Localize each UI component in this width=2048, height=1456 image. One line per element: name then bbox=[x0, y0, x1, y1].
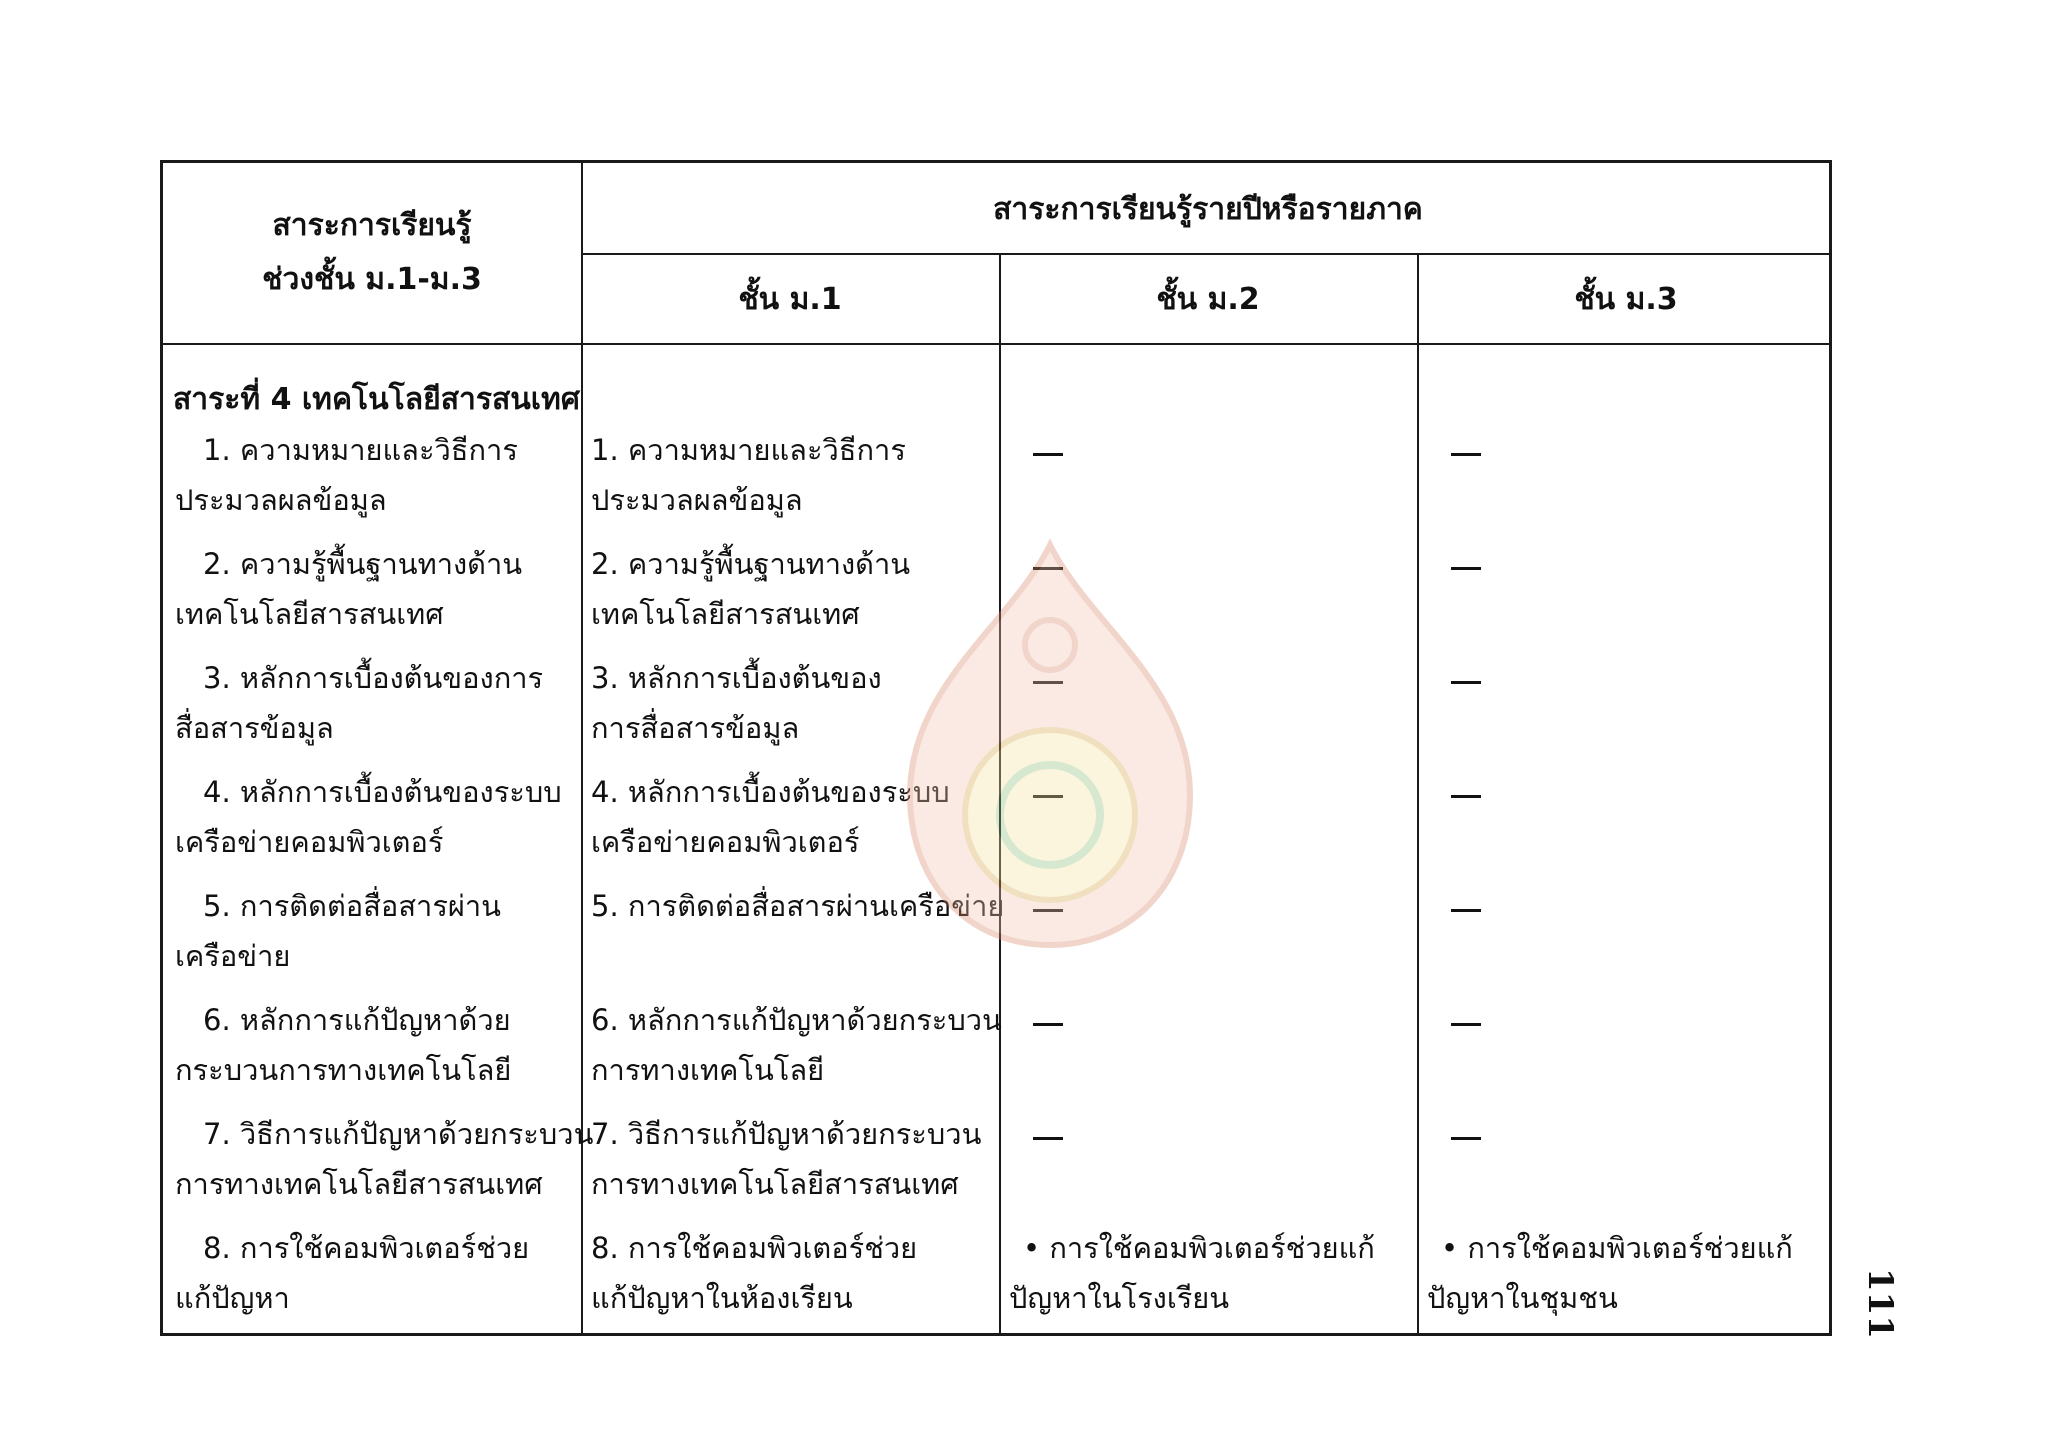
cell-line: ประมวลผลข้อมูล bbox=[175, 483, 387, 517]
dash-not-applicable bbox=[1451, 567, 1481, 570]
dash-not-applicable bbox=[1451, 1137, 1481, 1140]
dash-not-applicable bbox=[1033, 1137, 1063, 1140]
cell-line: ปัญหาในชุมชน bbox=[1427, 1281, 1618, 1315]
cell-line: เครือข่าย bbox=[175, 939, 291, 973]
cell-line: 5. การติดต่อสื่อสารผ่าน bbox=[203, 889, 502, 923]
cell-line: 7. วิธีการแก้ปัญหาด้วยกระบวน bbox=[203, 1117, 594, 1151]
header-divider bbox=[581, 253, 1829, 255]
dash-not-applicable bbox=[1451, 1023, 1481, 1026]
cell-line: 8. การใช้คอมพิวเตอร์ช่วย bbox=[591, 1231, 918, 1265]
cell-line: 6. หลักการแก้ปัญหาด้วย bbox=[203, 1003, 511, 1037]
cell-line: ประมวลผลข้อมูล bbox=[591, 483, 803, 517]
cell-line: 5. การติดต่อสื่อสารผ่านเครือข่าย bbox=[591, 889, 1005, 923]
dash-not-applicable bbox=[1451, 795, 1481, 798]
cell-line: การทางเทคโนโลยีสารสนเทศ bbox=[175, 1167, 543, 1201]
cell-line: 3. หลักการเบื้องต้นของการ bbox=[203, 661, 544, 695]
cell-line: 4. หลักการเบื้องต้นของระบบ bbox=[203, 775, 562, 809]
cell-line: • การใช้คอมพิวเตอร์ช่วยแก้ bbox=[1441, 1231, 1793, 1265]
cell-line: 2. ความรู้พื้นฐานทางด้าน bbox=[591, 547, 911, 581]
cell-line: เทคโนโลยีสารสนเทศ bbox=[591, 597, 860, 631]
cell-line: การทางเทคโนโลยีสารสนเทศ bbox=[591, 1167, 959, 1201]
cell-line: สื่อสารข้อมูล bbox=[175, 711, 334, 745]
cell-line: 4. หลักการเบื้องต้นของระบบ bbox=[591, 775, 950, 809]
column-divider bbox=[1417, 253, 1419, 1333]
page-number: 111 bbox=[1860, 1268, 1900, 1339]
header-group-title: สาระการเรียนรู้รายปีหรือรายภาค bbox=[993, 192, 1423, 227]
header-grade-m2: ชั้น ม.2 bbox=[1156, 282, 1260, 317]
header-bottom-line bbox=[163, 343, 1829, 345]
cell-line: เครือข่ายคอมพิวเตอร์ bbox=[591, 825, 860, 859]
header-col1-line1: สาระการเรียนรู้ bbox=[272, 208, 472, 243]
header-grade-m1: ชั้น ม.1 bbox=[738, 282, 842, 317]
cell-line: 6. หลักการแก้ปัญหาด้วยกระบวน bbox=[591, 1003, 1002, 1037]
cell-line: เครือข่ายคอมพิวเตอร์ bbox=[175, 825, 444, 859]
cell-line: ปัญหาในโรงเรียน bbox=[1009, 1281, 1230, 1315]
section-title: สาระที่ 4 เทคโนโลยีสารสนเทศ bbox=[173, 382, 580, 417]
dash-not-applicable bbox=[1451, 453, 1481, 456]
dash-not-applicable bbox=[1033, 1023, 1063, 1026]
cell-line: 8. การใช้คอมพิวเตอร์ช่วย bbox=[203, 1231, 530, 1265]
cell-line: เทคโนโลยีสารสนเทศ bbox=[175, 597, 444, 631]
header-col1-line2: ช่วงชั้น ม.1-ม.3 bbox=[262, 262, 482, 297]
cell-line: 7. วิธีการแก้ปัญหาด้วยกระบวน bbox=[591, 1117, 982, 1151]
cell-line: การทางเทคโนโลยี bbox=[591, 1053, 825, 1087]
header-grade-m3: ชั้น ม.3 bbox=[1574, 282, 1678, 317]
cell-line: 2. ความรู้พื้นฐานทางด้าน bbox=[203, 547, 523, 581]
cell-line: การสื่อสารข้อมูล bbox=[591, 711, 800, 745]
cell-line: 1. ความหมายและวิธีการ bbox=[591, 433, 906, 467]
cell-line: แก้ปัญหาในห้องเรียน bbox=[591, 1281, 853, 1315]
cell-line: กระบวนการทางเทคโนโลยี bbox=[175, 1053, 512, 1087]
dash-not-applicable bbox=[1033, 453, 1063, 456]
cell-line: • การใช้คอมพิวเตอร์ช่วยแก้ bbox=[1023, 1231, 1375, 1265]
cell-line: 1. ความหมายและวิธีการ bbox=[203, 433, 518, 467]
dash-not-applicable bbox=[1451, 681, 1481, 684]
dash-not-applicable bbox=[1451, 909, 1481, 912]
emblem-watermark bbox=[890, 535, 1210, 955]
cell-line: 3. หลักการเบื้องต้นของ bbox=[591, 661, 882, 695]
cell-line: แก้ปัญหา bbox=[175, 1281, 290, 1315]
